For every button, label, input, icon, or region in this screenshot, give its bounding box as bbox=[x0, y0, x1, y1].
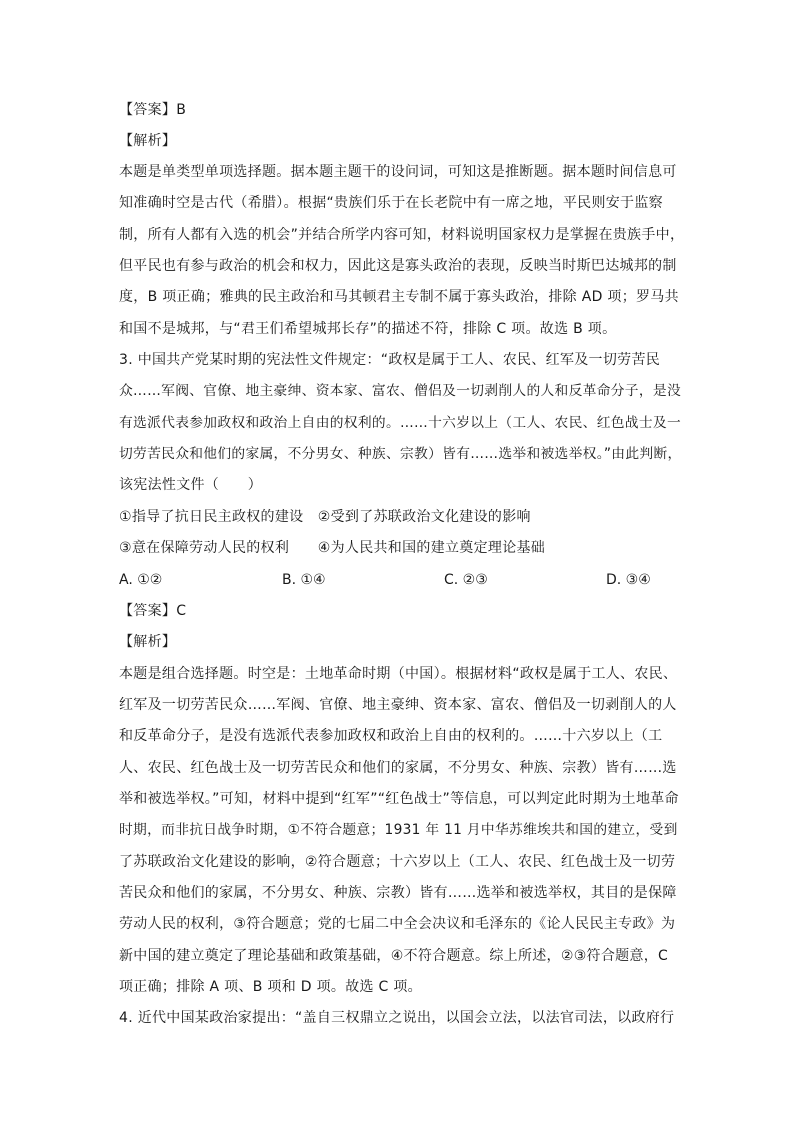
q3-analysis-line: 项正确；排除 A 项、B 项和 D 项。故选 C 项。 bbox=[119, 979, 422, 995]
q3-stem-line: 切劳苦民众和他们的家属，不分男女、种族、宗教）皆有……选举和被选举权。”由此判断， bbox=[119, 446, 682, 462]
q3-stem-line: 众……军阀、官僚、地主豪绅、资本家、富农、僧侣及一切剥削人的人和反革命分子，是没 bbox=[119, 383, 682, 399]
q3-analysis-line: 苦民众和他们的家属，不分男女、种族、宗教）皆有……选举和被选举权，其目的是保障 bbox=[119, 885, 677, 901]
q3-analysis-heading: 【解析】 bbox=[119, 634, 177, 650]
q3-option-a: A. ①② bbox=[119, 572, 163, 588]
q3-stem-line: 有选派代表参加政权和政治上自由的权利的。……十六岁以上（工人、农民、红色战士及一 bbox=[119, 415, 682, 431]
q2-analysis-line: 制，所有人都有入选的机会”并结合所学内容可知，材料说明国家权力是掌握在贵族手中， bbox=[119, 227, 685, 243]
q3-analysis-line: 和反革命分子，是没有选派代表参加政权和政治上自由的权利的。……十六岁以上（工 bbox=[119, 728, 663, 744]
q3-analysis-line: 劳动人民的权利，③符合题意；党的七届二中全会决议和毛泽东的《论人民民主专政》为 bbox=[119, 916, 676, 932]
q3-option-c: C. ②③ bbox=[444, 572, 488, 588]
q3-analysis-line: 人、农民、红色战士及一切劳苦民众和他们的家属，不分男女、种族、宗教）皆有……选 bbox=[119, 760, 677, 776]
q2-analysis-line: 和国不是城邦，与“君王们希望城邦长存”的描述不符，排除 C 项。故选 B 项。 bbox=[119, 321, 617, 337]
q2-analysis-line: 本题是单类型单项选择题。据本题主题干的设问词，可知这是推断题。据本题时间信息可 bbox=[119, 164, 677, 180]
q2-analysis-line: 度，B 项正确；雅典的民主政治和马其顿君主专制不属于寡头政治，排除 AD 项；罗马共 bbox=[119, 289, 679, 305]
q3-analysis-line: 新中国的建立奠定了理论基础和政策基础，④不符合题意。综上所述，②③符合题意，C bbox=[119, 948, 669, 964]
q3-statement: ①指导了抗日民主政权的建设 ②受到了苏联政治文化建设的影响 bbox=[119, 509, 531, 525]
q3-statement: ③意在保障劳动人民的权利 ④为人民共和国的建立奠定理论基础 bbox=[119, 540, 546, 556]
q3-stem-line: 该宪法性文件（ ） bbox=[119, 477, 262, 493]
q3-stem-line: 3. 中国共产党某时期的宪法性文件规定：“政权是属于工人、农民、红军及一切劳苦民 bbox=[119, 352, 661, 368]
q3-analysis-line: 了苏联政治文化建设的影响，②符合题意；十六岁以上（工人、农民、红色战士及一切劳 bbox=[119, 854, 676, 870]
q3-analysis-line: 时期，而非抗日战争时期，①不符合题意；1931 年 11 月中华苏维埃共和国的建立，受到 bbox=[119, 822, 678, 838]
q3-analysis-line: 本题是组合选择题。时空是：土地革命时期（中国）。根据材料“政权是属于工人、农民、 bbox=[119, 666, 678, 682]
q3-analysis-line: 红军及一切劳苦民众……军阀、官僚、地主豪绅、资本家、富农、僧侣及一切剥削人的人 bbox=[119, 697, 677, 713]
q3-option-b: B. ①④ bbox=[282, 572, 326, 588]
q3-analysis-line: 举和被选举权。”可知，材料中提到“红军”“红色战士”等信息，可以判定此时期为土地革命 bbox=[119, 791, 679, 807]
q2-analysis-line: 但平民也有参与政治的机会和权力，因此这是寡头政治的表现，反映当时斯巴达城邦的制 bbox=[119, 258, 677, 274]
q2-answer: 【答案】B bbox=[119, 102, 187, 118]
q3-answer: 【答案】C bbox=[119, 603, 187, 619]
q3-option-d: D. ③④ bbox=[606, 572, 651, 588]
q2-analysis-line: 知准确时空是古代（希腊）。根据“贵族们乐于在长老院中有一席之地，平民则安于监察 bbox=[119, 195, 663, 211]
q2-analysis-heading: 【解析】 bbox=[119, 133, 177, 149]
q4-stem-line: 4. 近代中国某政治家提出：“盖自三权鼎立之说出，以国会立法，以法官司法，以政府行 bbox=[119, 1010, 675, 1026]
